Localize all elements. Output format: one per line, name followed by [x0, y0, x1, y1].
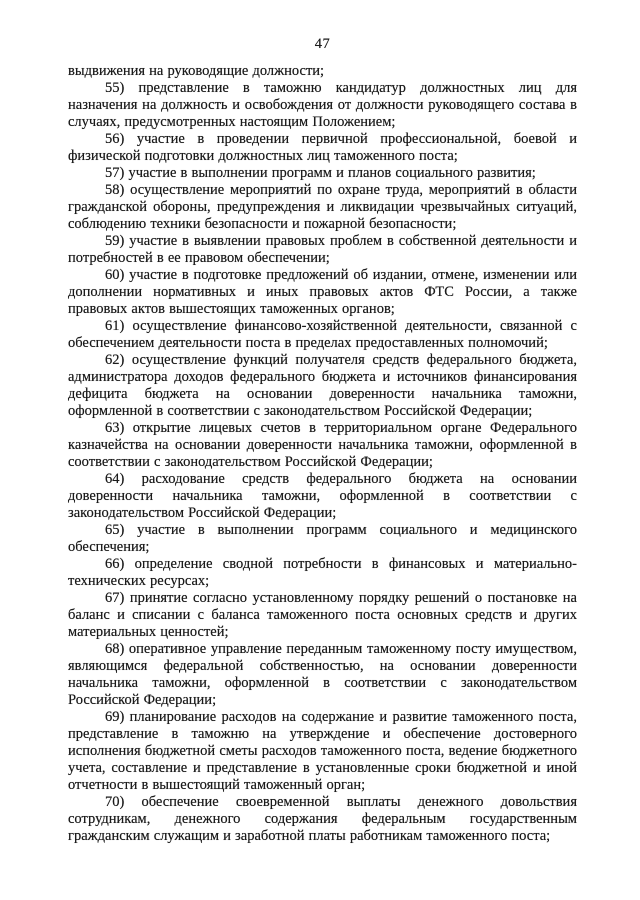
paragraph-item-62: 62) осуществление функций получателя средств федерального бюджета, администратора доходов федерального бюджета и источников финансирования дефицита бюджета на основании доверенности начальника таможни, оформленной в соответствии с законодательством Российской Федерации;	[68, 352, 577, 419]
page-number: 47	[314, 36, 331, 52]
paragraph-item-59: 59) участие в выявлении правовых проблем в собственной деятельности и потребностей в ее правовом обеспечении;	[68, 233, 577, 266]
paragraph-item-61: 61) осуществление финансово-хозяйственной деятельности, связанной с обеспечением деятельности поста в пределах предоставленных полномочий;	[68, 318, 577, 351]
paragraph-item-55: 55) представление в таможню кандидатур должностных лиц для назначения на должность и освобождения от должности руководящего состава в случаях, предусмотренных настоящим Положением;	[68, 80, 577, 130]
paragraph-item-60: 60) участие в подготовке предложений об издании, отмене, изменении или дополнении нормативных и иных правовых актов ФТС России, а также правовых актов вышестоящих таможенных органов;	[68, 267, 577, 317]
paragraph-item-57: 57) участие в выполнении программ и планов социального развития;	[105, 165, 536, 181]
paragraph-item-70: 70) обеспечение своевременной выплаты денежного довольствия сотрудникам, денежного содержания федеральным государственным гражданским служащим и заработной платы работникам таможенного поста;	[68, 794, 577, 844]
paragraph-item-69: 69) планирование расходов на содержание и развитие таможенного поста, представление в таможню на утверждение и обеспечение достоверного исполнения бюджетной сметы расходов таможенного поста, ведение бюджетного учета, составление и представление в установленные сроки бюджетной и иной отчетности в вышестоящий таможенный орган;	[68, 709, 577, 793]
paragraph-item-65: 65) участие в выполнении программ социального и медицинского обеспечения;	[68, 522, 577, 555]
document-body	[68, 36, 577, 845]
paragraph-item-64: 64) расходование средств федерального бюджета на основании доверенности начальника таможни, оформленной в соответствии с законодательством Российской Федерации;	[68, 471, 577, 521]
paragraph-item-68: 68) оперативное управление переданным таможенному посту имуществом, являющимся федеральной собственностью, на основании доверенности начальника таможни, оформленной в соответствии с законодательством Российской Федерации;	[68, 641, 577, 708]
paragraph-item-66: 66) определение сводной потребности в финансовых и материально-технических ресурсах;	[68, 556, 577, 589]
paragraph-item-54-continuation: выдвижения на руководящие должности;	[68, 63, 325, 79]
paragraph-item-67: 67) принятие согласно установленному порядку решений о постановке на баланс и списании с баланса таможенного поста основных средств и других материальных ценностей;	[68, 590, 577, 640]
paragraph-item-58: 58) осуществление мероприятий по охране труда, мероприятий в области гражданской обороны, предупреждения и ликвидации чрезвычайных ситуаций, соблюдению техники безопасности и пожарной безопасности;	[68, 182, 577, 232]
paragraph-item-63: 63) открытие лицевых счетов в территориальном органе Федерального казначейства на основании доверенности начальника таможни, оформленной в соответствии с законодательством Российской Федерации;	[68, 420, 577, 470]
paragraph-item-56: 56) участие в проведении первичной профессиональной, боевой и физической подготовки должностных лиц таможенного поста;	[68, 131, 577, 164]
